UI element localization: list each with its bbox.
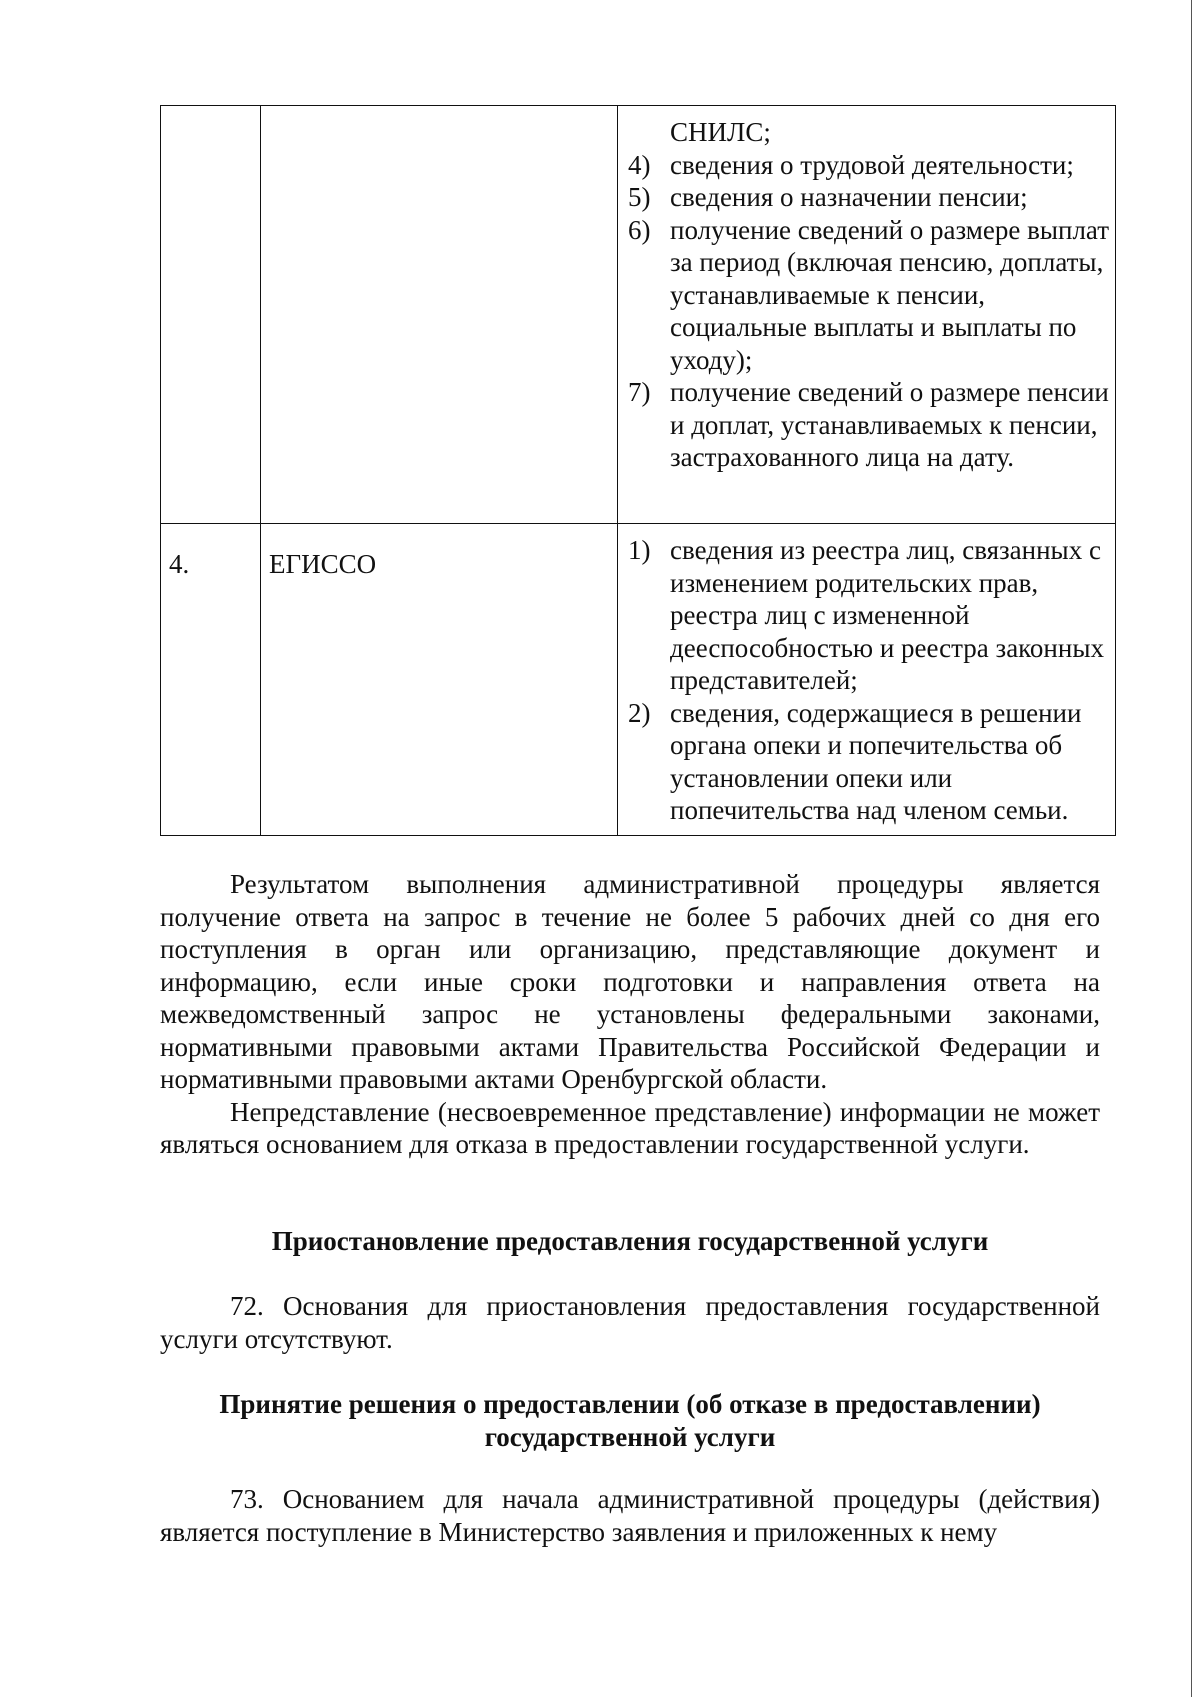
list-marker: 6) — [628, 214, 651, 245]
list-marker — [628, 116, 670, 149]
row-number-cell — [161, 106, 261, 524]
details-cell — [618, 524, 1116, 836]
paragraph-result: Результатом выполнения административной процедуры является получение ответа на запрос в течение не более 5 рабочих дней со дня его поступления в орган или организацию, представляющие документ и информацию, если иные сроки подготовки и направления ответа на межведомственный запрос не установлены федеральными законами, нормативными правовыми актами Правительства Российской Федерации и нормативными правовыми актами Оренбургской области. — [160, 869, 1100, 1094]
list-marker: 1) — [628, 535, 651, 565]
suspension-section — [160, 1225, 1100, 1258]
list-item-text: сведения из реестра лиц, связанных с изменением родительских прав, реестра лиц с измененной дееспособностью и реестра законных представителей; — [670, 535, 1104, 695]
scan-edge-line — [1191, 0, 1192, 1697]
list-item — [628, 181, 1111, 214]
list-item — [628, 214, 1111, 377]
heading-decision-line-2: государственной услуги — [484, 1421, 776, 1452]
paragraph-73-block — [160, 1483, 1100, 1548]
heading-decision-line-1: Принятие решения о предоставлении (об отказе в предоставлении) — [219, 1389, 1041, 1419]
list-item — [628, 534, 1111, 697]
details-cell — [618, 106, 1116, 524]
list-item-text: получение сведений о размере выплат за период (включая пенсию, доплаты, устанавливаемые к пенсии, социальные выплаты и выплаты по уходу); — [670, 214, 1110, 375]
source-name-cell — [261, 106, 618, 524]
source-name-cell: ЕГИССО — [261, 524, 618, 836]
list-marker: 7) — [628, 377, 651, 407]
information-sources-table — [160, 105, 1116, 836]
list-item — [628, 376, 1111, 474]
paragraph-73: 73. Основанием для начала административной процедуры (действия) является поступление в Министерство заявления и приложенных к нему — [160, 1484, 1100, 1547]
heading-suspension: Приостановление предоставления государственной услуги — [271, 1226, 989, 1256]
list-item — [628, 116, 1111, 149]
list-item-text: сведения о трудовой деятельности; — [670, 149, 1074, 180]
row-number-cell: 4. — [161, 524, 261, 836]
list-item-text: СНИЛС; — [670, 117, 771, 147]
table-row — [161, 524, 1116, 836]
list-marker: 2) — [628, 697, 651, 728]
list-item-text: сведения о назначении пенсии; — [670, 182, 1028, 212]
table-row — [161, 106, 1116, 524]
list-marker: 4) — [628, 149, 651, 180]
list-item — [628, 149, 1111, 182]
list-item — [628, 697, 1111, 827]
decision-section — [160, 1388, 1100, 1453]
paragraph-72: 72. Основания для приостановления предоставления государственной услуги отсутствуют. — [160, 1291, 1100, 1354]
list-item-text: сведения, содержащиеся в решении органа опеки и попечительства об установлении опеки или попечительства над членом семьи. — [670, 697, 1082, 825]
list-marker: 5) — [628, 182, 651, 212]
list-item-text: получение сведений о размере пенсии и доплат, устанавливаемых к пенсии, застрахованного лица на дату. — [670, 377, 1109, 472]
paragraph-72-block — [160, 1290, 1100, 1355]
paragraph-non-submission: Непредставление (несвоевременное представление) информации не может являться основанием для отказа в предоставлении государственной услуги. — [160, 1096, 1100, 1159]
result-paragraphs — [160, 868, 1100, 1161]
